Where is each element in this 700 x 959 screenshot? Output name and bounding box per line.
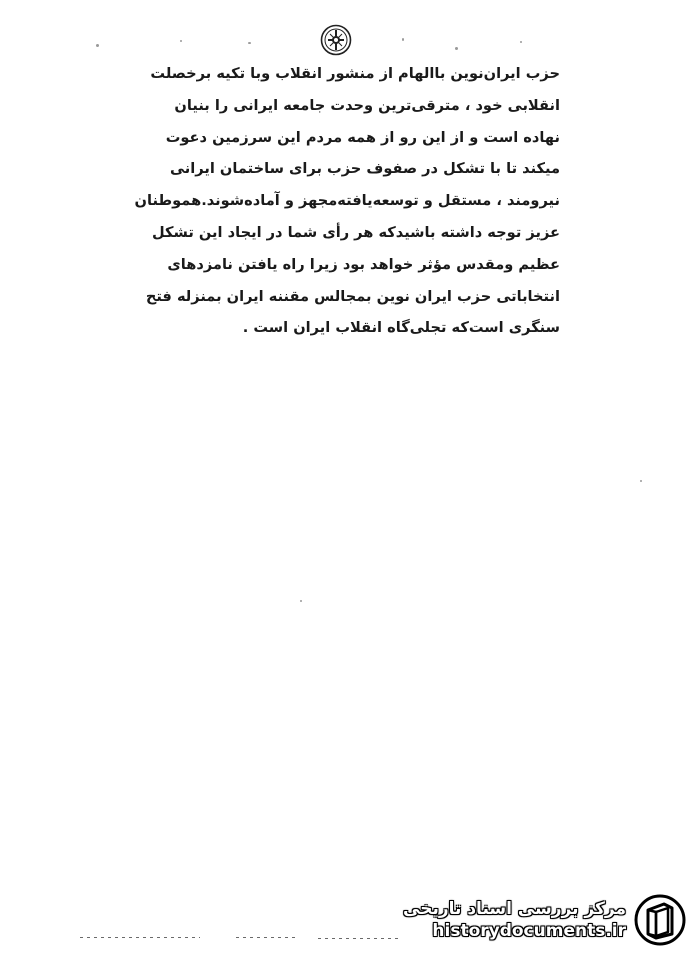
document-body-text (100, 58, 560, 344)
scan-speckle (520, 41, 522, 43)
watermark-url: historydocuments.ir (432, 921, 626, 941)
scan-speckle (300, 600, 302, 602)
party-emblem-icon (320, 24, 352, 56)
watermark-text (403, 898, 626, 942)
scan-artifact-line (236, 937, 296, 938)
watermark-title: مرکز بررسی اسناد تاریخی (403, 899, 626, 919)
text-line: انتخاباتی حزب ایران نوین بمجالس مقننه ایران بمنزله فتح (145, 287, 560, 305)
scan-artifact-line (318, 938, 398, 939)
document-archive-logo-icon (634, 894, 686, 946)
text-line: انقلابی خود ، مترقی‌ترین وحدت جامعه ایرانی را بنیان (174, 96, 560, 114)
scan-speckle (96, 44, 99, 47)
scan-speckle (455, 47, 458, 50)
text-line: سنگری است‌که تجلی‌گاه انقلاب ایران است . (242, 319, 560, 337)
scan-artifact-line (80, 937, 200, 938)
text-line: نیرومند ، مستقل و توسعه‌یافته‌مجهز و آماده‌شوند.هموطنان (134, 192, 560, 210)
text-line: عظیم ومقدس مؤثر خواهد بود زیرا راه یافتن نامزدهای (167, 255, 560, 273)
scan-speckle (248, 42, 251, 44)
text-line: عزیز توجه داشته باشیدکه هر رأی شما در ایجاد این تشکل (151, 223, 560, 241)
text-line: حزب ایران‌نوین باالهام از منشور انقلاب وبا تکیه برخصلت (150, 65, 560, 82)
scan-speckle (402, 38, 404, 41)
scan-speckle (640, 480, 642, 482)
text-line: نهاده است و از این رو از همه مردم این سرزمین دعوت (165, 128, 560, 146)
text-line: میکند تا با تشکل در صفوف حزب برای ساختمان ایرانی (170, 160, 560, 178)
scan-speckle (180, 40, 182, 42)
watermark (403, 890, 686, 950)
